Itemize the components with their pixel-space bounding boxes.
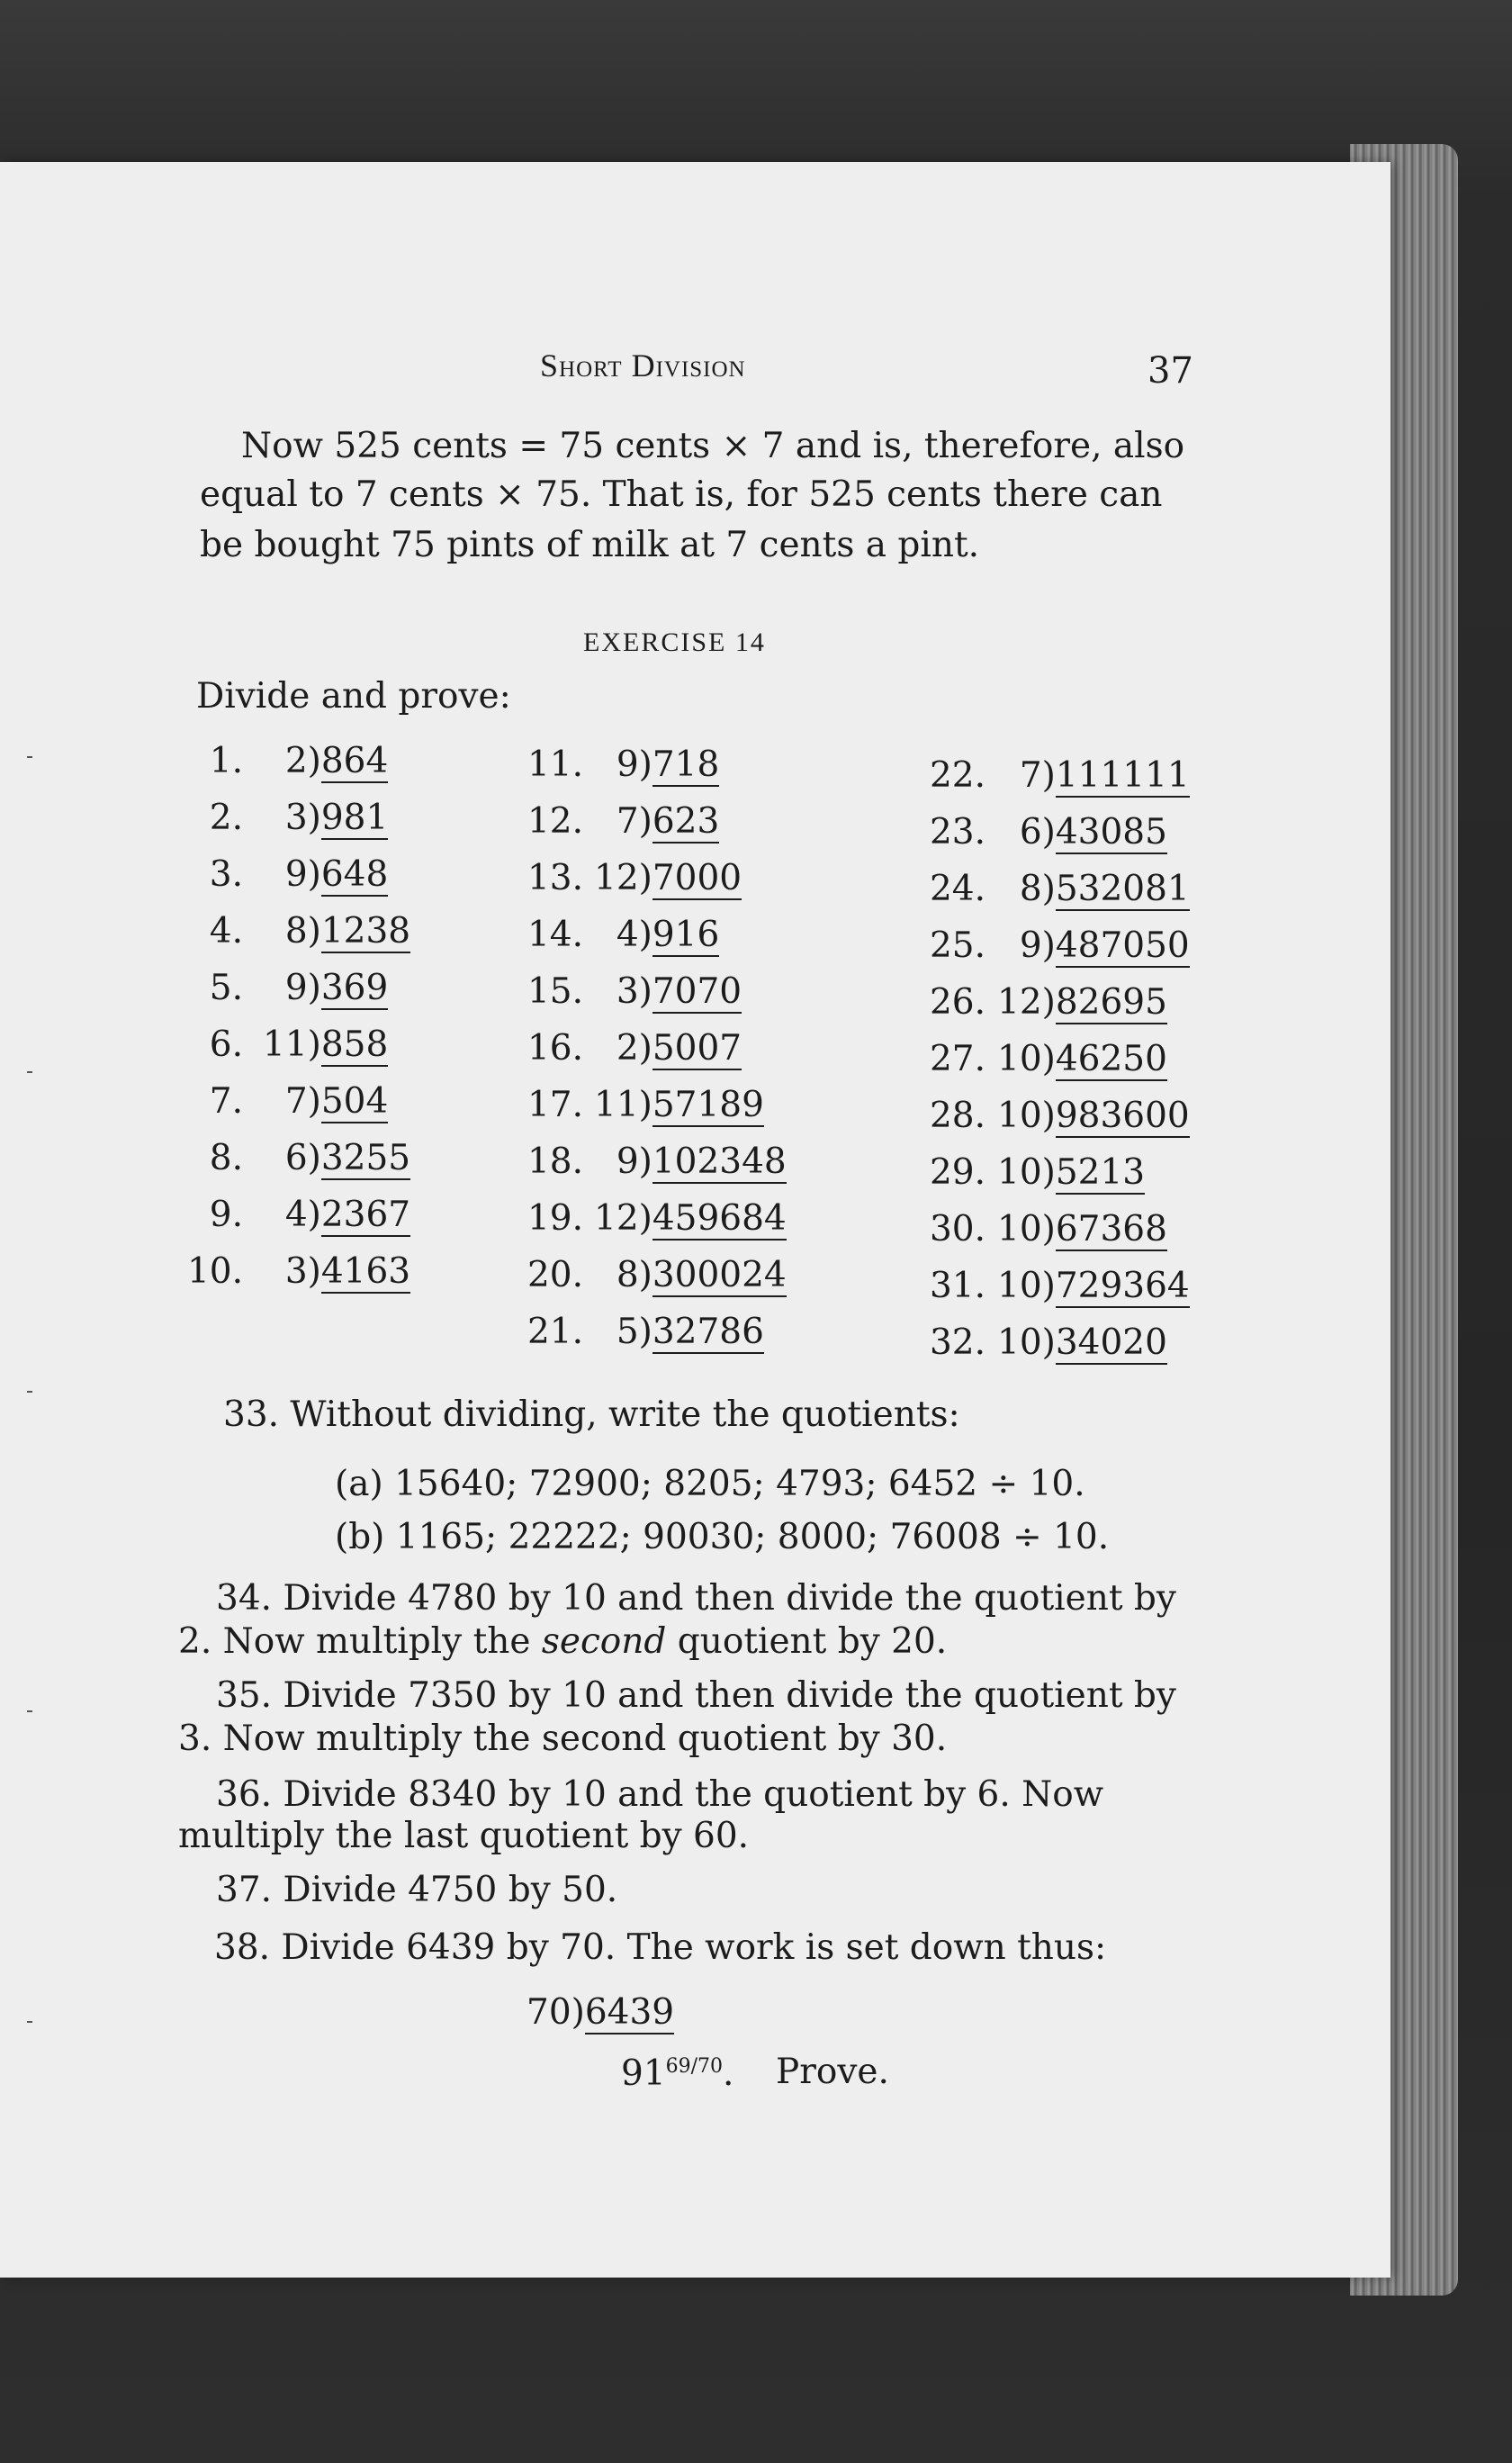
- problem-number: 19.: [526, 1198, 583, 1239]
- intro-line-2: equal to 7 cents × 75. That is, for 525 cents there can: [200, 474, 1163, 515]
- q38-quotient: 91: [621, 2053, 666, 2094]
- problem-number: 7.: [209, 1081, 243, 1122]
- problem-number: 2.: [209, 798, 243, 838]
- dividend: 623: [652, 801, 720, 842]
- division-expression: [616, 1311, 764, 1354]
- problem-number: 6.: [209, 1024, 243, 1065]
- problem-number: 25.: [929, 925, 986, 966]
- binding-stitch: [27, 2021, 32, 2023]
- divisor: 7): [616, 801, 652, 842]
- problem-number: 1.: [209, 741, 243, 781]
- division-expression: [285, 967, 388, 1010]
- problem-number: 30.: [929, 1209, 986, 1250]
- dividend: 729364: [1055, 1266, 1190, 1306]
- divisor: 9): [616, 744, 652, 785]
- division-expression: [285, 1250, 410, 1294]
- division-expression: [997, 1151, 1145, 1195]
- divisor: 6): [1019, 812, 1056, 853]
- q34-text-b: quotient by 20.: [666, 1621, 948, 1662]
- divisor: 12): [594, 1198, 652, 1239]
- division-expression: [1020, 868, 1190, 911]
- division-expression: [285, 1137, 410, 1180]
- problem-number: 8.: [209, 1138, 243, 1178]
- divisor: 3): [284, 798, 321, 838]
- exercise-instruction: Divide and prove:: [196, 676, 511, 717]
- problem-number: 29.: [929, 1152, 986, 1193]
- question-34-line-2: [178, 1620, 947, 1664]
- dividend: 532081: [1055, 869, 1190, 909]
- dividend: 3255: [320, 1138, 411, 1178]
- problem-number: 14.: [526, 915, 583, 955]
- problem-number: 13.: [526, 858, 583, 898]
- division-expression: [616, 1027, 742, 1070]
- division-expression: [594, 857, 742, 900]
- problem-number: 16.: [526, 1028, 583, 1069]
- question-35-line-2: 3. Now multiply the second quotient by 30.: [178, 1719, 948, 1759]
- problem-number: 23.: [929, 812, 986, 853]
- dividend: 82695: [1055, 982, 1167, 1023]
- dividend: 300024: [652, 1255, 787, 1295]
- division-expression: [1020, 925, 1190, 968]
- question-38: 38. Divide 6439 by 70. The work is set down thus:: [214, 1927, 1107, 1968]
- division-expression: [285, 853, 388, 897]
- problem-number: 27.: [929, 1039, 986, 1079]
- divisor: 2): [616, 1028, 652, 1069]
- problem-number: 26.: [929, 982, 986, 1023]
- dividend: 983600: [1055, 1096, 1190, 1136]
- division-expression: [616, 914, 719, 957]
- dividend: 102348: [652, 1141, 787, 1182]
- divisor: 6): [284, 1138, 321, 1178]
- dividend: 46250: [1055, 1039, 1167, 1079]
- intro-line-3: be bought 75 pints of milk at 7 cents a pint.: [200, 525, 980, 565]
- problem-number: 24.: [929, 869, 986, 909]
- divisor: 3): [284, 1251, 321, 1292]
- divisor: 10): [997, 1266, 1056, 1306]
- problem-number: 11.: [526, 744, 583, 785]
- dividend: 67368: [1055, 1209, 1167, 1250]
- q38-prove: Prove.: [776, 2052, 889, 2092]
- problem-number: 31.: [929, 1266, 986, 1306]
- divisor: 10): [997, 1152, 1056, 1193]
- divisor: 8): [284, 911, 321, 952]
- page-number: 37: [1148, 350, 1193, 392]
- divisor: 7): [284, 1081, 321, 1122]
- problem-number: 32.: [929, 1322, 986, 1363]
- dividend: 504: [320, 1081, 389, 1122]
- exercise-title: EXERCISE 14: [583, 627, 766, 657]
- dividend: 916: [652, 915, 720, 955]
- division-expression: [616, 1254, 787, 1297]
- dividend: 57189: [652, 1085, 764, 1125]
- divisor: 9): [1019, 925, 1056, 966]
- divisor: 12): [594, 858, 652, 898]
- running-header-title: Short Division: [540, 347, 746, 383]
- division-expression: [594, 1197, 787, 1241]
- divisor: 10): [997, 1209, 1056, 1250]
- binding-stitch: [27, 1071, 32, 1073]
- divisor: 10): [997, 1039, 1056, 1079]
- division-expression: [997, 1265, 1190, 1308]
- problem-number: 22.: [929, 755, 986, 796]
- dividend: 32786: [652, 1312, 764, 1352]
- dividend: 7000: [652, 858, 742, 898]
- divisor: 8): [1019, 869, 1056, 909]
- question-33b: (b) 1165; 22222; 90030; 8000; 76008 ÷ 10.: [335, 1517, 1110, 1557]
- division-expression: [616, 1141, 787, 1184]
- binding-stitch: [27, 756, 32, 758]
- division-expression: [263, 1024, 388, 1067]
- divisor: 12): [997, 982, 1056, 1023]
- division-expression: [997, 1208, 1167, 1251]
- dividend: 5007: [652, 1028, 742, 1069]
- problem-number: 9.: [209, 1195, 243, 1235]
- problem-number: 15.: [526, 971, 583, 1012]
- dividend: 648: [320, 854, 389, 895]
- division-expression: [285, 1194, 410, 1237]
- intro-line-1: Now 525 cents = 75 cents × 7 and is, therefore, also: [241, 426, 1185, 466]
- division-expression: [285, 797, 388, 840]
- dividend: 2367: [320, 1195, 411, 1235]
- division-expression: [1020, 811, 1167, 854]
- dividend: 981: [320, 798, 389, 838]
- division-expression: [616, 970, 742, 1014]
- dividend: 111111: [1055, 755, 1190, 796]
- dividend: 858: [320, 1024, 389, 1065]
- division-expression: [997, 1322, 1167, 1365]
- division-expression: [616, 744, 719, 787]
- dividend: 43085: [1055, 812, 1167, 853]
- q38-divisor: 70): [526, 1992, 585, 2033]
- divisor: 11): [263, 1024, 321, 1065]
- divisor: 7): [1019, 755, 1056, 796]
- problem-number: 5.: [209, 968, 243, 1008]
- q38-work-quotient: $91^{69/70}$.: [621, 2053, 734, 2094]
- problem-number: 10.: [186, 1251, 243, 1292]
- problem-number: 3.: [209, 854, 243, 895]
- division-expression: [616, 800, 719, 844]
- divisor: 5): [616, 1312, 652, 1352]
- question-36-line-1: 36. Divide 8340 by 10 and the quotient by 6. Now: [216, 1774, 1104, 1815]
- question-35-line-1: 35. Divide 7350 by 10 and then divide the quotient by: [216, 1675, 1176, 1716]
- dividend: 4163: [320, 1251, 411, 1292]
- division-expression: [285, 910, 410, 953]
- divisor: 10): [997, 1096, 1056, 1136]
- dividend: 487050: [1055, 925, 1190, 966]
- dividend: 718: [652, 744, 720, 785]
- problem-number: 28.: [929, 1096, 986, 1136]
- division-expression: [997, 981, 1167, 1024]
- problem-number: 4.: [209, 911, 243, 952]
- problem-number: 18.: [526, 1141, 583, 1182]
- divisor: 3): [616, 971, 652, 1012]
- q34-emphasis: second: [541, 1621, 667, 1662]
- division-expression: [997, 1038, 1167, 1081]
- divisor: 10): [997, 1322, 1056, 1363]
- division-expression: [285, 740, 388, 783]
- problem-number: 12.: [526, 801, 583, 842]
- dividend: 459684: [652, 1198, 787, 1239]
- division-expression: [594, 1084, 764, 1127]
- divisor: 4): [284, 1195, 321, 1235]
- divisor: 8): [616, 1255, 652, 1295]
- q38-dividend: 6439: [584, 1992, 675, 2033]
- question-33a: (a) 15640; 72900; 8205; 4793; 6452 ÷ 10.: [335, 1464, 1085, 1504]
- question-33: 33. Without dividing, write the quotients:: [223, 1394, 960, 1435]
- divisor: 9): [284, 854, 321, 895]
- question-34-line-1: 34. Divide 4780 by 10 and then divide the quotient by: [216, 1578, 1176, 1619]
- divisor: 4): [616, 915, 652, 955]
- division-expression: [1020, 754, 1190, 798]
- problem-number: 17.: [526, 1085, 583, 1125]
- q34-text-a: 2. Now multiply the: [178, 1621, 542, 1662]
- division-expression: [285, 1080, 388, 1123]
- problem-number: 21.: [526, 1312, 583, 1352]
- q38-fraction: 69/70: [665, 2055, 724, 2078]
- dividend: 5213: [1055, 1152, 1146, 1193]
- dividend: 864: [320, 741, 389, 781]
- question-36-line-2: multiply the last quotient by 60.: [178, 1816, 750, 1856]
- dividend: 7070: [652, 971, 742, 1012]
- divisor: 2): [284, 741, 321, 781]
- divisor: 9): [616, 1141, 652, 1182]
- divisor: 9): [284, 968, 321, 1008]
- dividend: 1238: [320, 911, 411, 952]
- problem-number: 20.: [526, 1255, 583, 1295]
- binding-stitch: [27, 1710, 32, 1712]
- division-expression: [997, 1095, 1190, 1138]
- dividend: 34020: [1055, 1322, 1167, 1363]
- question-37: 37. Divide 4750 by 50.: [216, 1870, 618, 1910]
- dividend: 369: [320, 968, 389, 1008]
- q38-work-division: [526, 1991, 674, 2034]
- binding-stitch: [27, 1391, 32, 1393]
- divisor: 11): [594, 1085, 652, 1125]
